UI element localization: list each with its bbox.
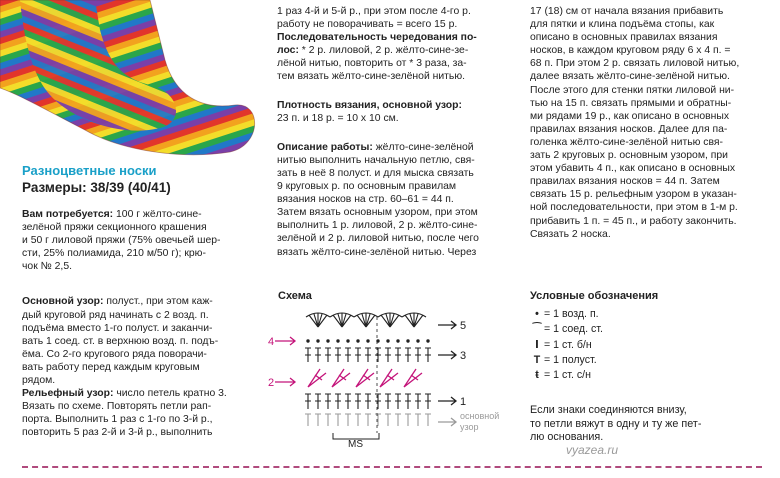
row-4-slipstitches [306,339,429,342]
row-label-1: 1 [460,396,467,408]
legend-item-chain: • = 1 возд. п. [530,307,770,322]
watermark: vyazea.ru [566,443,619,457]
slip-stitch-icon: ⁀ [532,323,542,336]
base-row-stitches [305,414,431,426]
legend-item-sc: ⅼ = 1 ст. б/н [530,338,770,353]
pattern-title: Разноцветные носки [22,163,157,178]
materials-label: Вам потребуется: [22,209,114,220]
relief-pattern-paragraph: Рельефный узор: число петель кратно 3. Вязать по схеме. Повторять петли рап- порта. Выполнить 1 раз с 1-го по 3-й р., повторить 5 раз 2-й и 3-й р., выполнить [22,388,227,439]
legend-item-hdc: Т = 1 полуст. [530,353,770,368]
crochet-chart [270,305,510,455]
row-label-2: 2 [268,377,275,389]
half-double-crochet-icon: Т [533,353,541,366]
row-label-5: 5 [460,320,467,332]
legend [530,289,770,383]
sizes-heading: Размеры: 38/39 (40/41) [22,180,171,195]
row-label-4: 4 [268,336,275,348]
column-3 [530,5,764,241]
double-crochet-icon: ŧ [535,369,539,382]
chain-stitch-icon: • [535,308,539,321]
base-row-label-2: узор [460,422,479,432]
sequence-paragraph: Последовательность чередования по- лос: * 2 р. лиловой, 2 р. жёлто-сине-зе- лёной нитью, повторить от * 3 раза, за- тем вязать жёлто-сине-зелёной нитью. [277,32,477,83]
page-divider [22,466,762,468]
legend-note: Если знаки соединяются внизу, то петли вяжут в одну и ту же пет- лю основания. [530,404,702,443]
continuation-paragraph: 1 раз 4-й и 5-й р., при этом после 4-го р. работу не поворачивать = всего 15 р. [277,6,471,31]
column-2 [277,5,511,259]
column-1 [22,208,254,440]
main-pattern-label: Основной узор: [22,296,104,308]
main-pattern-paragraph: Основной узор: полуст., при этом каж- дый круговой ряд начинать с 2 возд. п. подъёма вместо 1-го полуст. и заканчи- вать 1 соед. ст. в верхнюю возд. п. подъ- ёма. Со 2-го кругового ряда поворачи- вать работу перед каждым круговым рядом. [22,296,219,387]
row-2-stitches [308,369,422,387]
schema-title: Схема [278,290,312,302]
density-paragraph: Плотность вязания, основной узор: 23 п. и 18 р. = 10 х 10 см. [277,99,462,124]
single-crochet-icon: ⅼ [535,338,539,351]
legend-title: Условные обозначения [530,290,659,302]
repeat-label: MS [348,439,363,450]
instructions-continuation: 17 (18) см от начала вязания прибавить для пятки и клина подъёма стопы, как описано в основных правилах вязания носков, в каждом круговом ряду 6 х 4 п. = 68 п. При этом 2 р. связать лиловой нитью, далее вязать жёлто-сине-зелёной нитью. После этого для стенки пятки лиловой ни- тью на 15 п. связать прямыми и обратны- ми рядами 19 р., как описано в основных правилах вязания носков. Далее для па- голенка жёлто-сине-зелёной нитью свя- зать 2 круговых р. основным узором, при этом убавить 4 п., как описано в основных правилах вязания носков = 44 п. Затем связать 15 р. рельефным узором в указан- ной последовательности, при этом в 1-м р. прибавить 1 п. = 45 п., и работу закончить. Связать 2 носка. [530,6,740,240]
relief-pattern-label: Рельефный узор: [22,388,114,400]
row-3-stitches [305,348,431,362]
base-row-label-1: основной [460,411,500,421]
legend-item-slip: ⁀ = 1 соед. ст. [530,322,770,337]
row-5-shells [306,313,426,327]
row-label-3: 3 [460,350,467,362]
work-description-paragraph: Описание работы: жёлто-сине-зелёной нитью выполнить начальную петлю, свя- зать в неё 8 полуст. и для мыска связать 9 круговых р. по основным правилам вязания носков на стр. 60–61 = 44 п. Затем вязать основным узором, при этом выполнить 1 р. лиловой, 2 р. жёлто-сине- зелёной и 2 р. лиловой нитью, после чего вязать жёлто-сине-зелёной нитью. Через [277,141,479,258]
sequence-label: Последовательность чередования по- [277,32,477,44]
legend-item-dc: ŧ = 1 ст. с/н [530,368,770,383]
materials-paragraph: Вам потребуется: 100 г жёлто-сине- зелёной пряжи секционного крашения и 50 г лиловой пряжи (75% овечьей шер- сти, 25% полиамида, 210 м/50 г); крю- чок № 2,5. [22,209,221,273]
work-label: Описание работы: [277,141,373,153]
row-1-stitches [305,394,431,409]
socks-photo [0,0,262,158]
density-label: Плотность вязания, основной узор: [277,99,462,111]
